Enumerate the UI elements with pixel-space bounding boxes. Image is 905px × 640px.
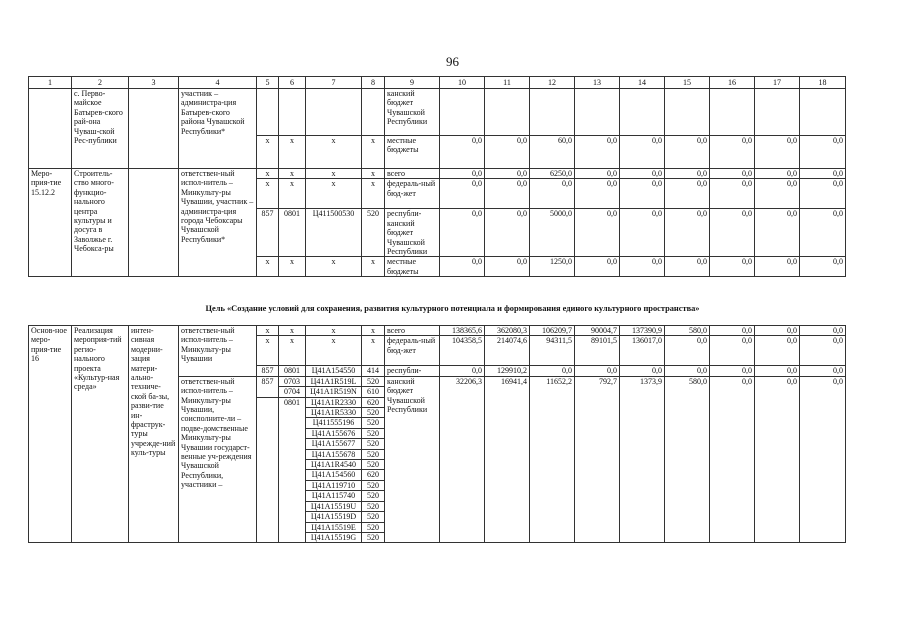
cell: x	[362, 257, 385, 277]
value-cell: 0,0	[755, 326, 800, 336]
cell: 0801	[279, 209, 306, 257]
value-cell: 0,0	[755, 336, 800, 366]
value-cell: 0,0	[755, 376, 800, 543]
value-cell: 0,0	[755, 179, 800, 209]
cell	[800, 89, 846, 136]
col-header: 14	[620, 77, 665, 89]
col-header: 16	[710, 77, 755, 89]
cell: x	[362, 179, 385, 209]
value-cell: 0,0	[755, 136, 800, 169]
code-cell: Ц41А1R2330	[306, 397, 362, 407]
cell: x	[306, 336, 362, 366]
value-cell: 1250,0	[530, 257, 575, 277]
cell	[362, 89, 385, 136]
cell	[575, 89, 620, 136]
value-cell: 0,0	[575, 179, 620, 209]
cell	[485, 89, 530, 136]
cell	[129, 169, 179, 277]
value-cell: 0,0	[800, 257, 846, 277]
value-cell: 94311,5	[530, 336, 575, 366]
value-cell: 214074,6	[485, 336, 530, 366]
code-cell: Ц41А1R519L	[306, 376, 362, 386]
funding-source: канский бюджет Чувашской Республики	[385, 89, 440, 136]
table-row	[29, 169, 846, 179]
cell: 520	[362, 209, 385, 257]
cell	[710, 89, 755, 136]
cell: 857	[257, 376, 279, 397]
cell	[755, 89, 800, 136]
col-header: 18	[800, 77, 846, 89]
cell: 520	[362, 491, 385, 501]
funding-source: всего	[385, 326, 440, 336]
funding-source: республи-канский бюджет Чувашской Республики	[385, 209, 440, 257]
cell: x	[257, 136, 279, 169]
value-cell: 136017,0	[620, 336, 665, 366]
value-cell: 0,0	[440, 179, 485, 209]
table-row	[29, 89, 846, 136]
value-cell: 5000,0	[530, 209, 575, 257]
value-cell: 0,0	[665, 136, 710, 169]
value-cell: 104358,5	[440, 336, 485, 366]
col-header: 1	[29, 77, 72, 89]
code-cell: Ц41А15519U	[306, 501, 362, 511]
value-cell: 16941,4	[485, 376, 530, 543]
cell: 520	[362, 376, 385, 386]
cell: x	[306, 136, 362, 169]
code-cell: Ц41А15519D	[306, 512, 362, 522]
col-header: 12	[530, 77, 575, 89]
cell: 520	[362, 408, 385, 418]
executor-text: ответствен-ный испол-нитель – Минкульту-ры Чувашии	[179, 326, 257, 377]
cell: 520	[362, 522, 385, 532]
cell: x	[279, 326, 306, 336]
col-header: 2	[72, 77, 129, 89]
value-cell: 0,0	[710, 366, 755, 376]
cell: 520	[362, 439, 385, 449]
value-cell: 0,0	[800, 179, 846, 209]
cell: 414	[362, 366, 385, 376]
cell	[620, 89, 665, 136]
cell: 520	[362, 532, 385, 542]
cell: x	[362, 326, 385, 336]
cell: x	[279, 336, 306, 366]
funding-source: республи-	[385, 366, 440, 376]
value-cell: 0,0	[575, 136, 620, 169]
value-cell: 580,0	[665, 376, 710, 543]
cell: x	[362, 136, 385, 169]
code-cell: Ц41А15519E	[306, 522, 362, 532]
col-header: 15	[665, 77, 710, 89]
cell: x	[257, 257, 279, 277]
funding-source: федераль-ный бюд-жет	[385, 179, 440, 209]
cell: x	[257, 336, 279, 366]
value-cell: 32206,3	[440, 376, 485, 543]
cell	[279, 89, 306, 136]
value-cell: 0,0	[575, 209, 620, 257]
cell: x	[279, 179, 306, 209]
cell	[257, 397, 279, 543]
value-cell: 0,0	[530, 179, 575, 209]
value-cell: 0,0	[800, 136, 846, 169]
funding-source: местные бюджеты	[385, 136, 440, 169]
value-cell: 0,0	[755, 169, 800, 179]
executor-text: ответствен-ный испол-нитель – Минкульту-ры Чувашии, соисполните-ли – подве-домственные Минкульту-ры Чувашии государст-венные уч-реждения Чувашской Республики, участники –	[179, 376, 257, 543]
value-cell: 106209,7	[530, 326, 575, 336]
cell: 620	[362, 470, 385, 480]
col-header: 13	[575, 77, 620, 89]
value-cell: 0,0	[710, 179, 755, 209]
cell: x	[306, 257, 362, 277]
value-cell: 11652,2	[530, 376, 575, 543]
event-id: Меро-прия-тие 15.12.2	[29, 169, 72, 277]
event-title: Строитель-ство много-функцио-нального центра культуры и досуга в Заволжье г. Чебокса-ры	[72, 169, 129, 277]
event-description: интен-сивная модерни-зация матери-ально-техниче-ской ба-зы, разви-тие ин-фраструк-туры учрежде-ний куль-туры	[129, 326, 179, 543]
value-cell: 0,0	[575, 366, 620, 376]
value-cell: 0,0	[665, 336, 710, 366]
value-cell: 0,0	[800, 376, 846, 543]
value-cell: 0,0	[620, 169, 665, 179]
value-cell: 1373,9	[620, 376, 665, 543]
value-cell: 0,0	[800, 336, 846, 366]
col-header: 8	[362, 77, 385, 89]
cell: x	[257, 169, 279, 179]
value-cell: 0,0	[620, 257, 665, 277]
value-cell: 0,0	[620, 136, 665, 169]
value-cell: 0,0	[485, 169, 530, 179]
cell: x	[257, 326, 279, 336]
value-cell: 6250,0	[530, 169, 575, 179]
value-cell: 0,0	[620, 209, 665, 257]
col-header: 3	[129, 77, 179, 89]
cell	[440, 89, 485, 136]
cell: 0703	[279, 376, 306, 386]
value-cell: 0,0	[710, 136, 755, 169]
code-cell: Ц41А1R4540	[306, 460, 362, 470]
value-cell: 0,0	[485, 209, 530, 257]
value-cell: 0,0	[440, 257, 485, 277]
cell: x	[306, 169, 362, 179]
col-header: 7	[306, 77, 362, 89]
event-title: Реализация мероприя-тий регио-нального проекта «Культур-ная среда»	[72, 326, 129, 543]
value-cell: 0,0	[710, 376, 755, 543]
code-cell: Ц41А1R5330	[306, 408, 362, 418]
cell: 0704	[279, 387, 306, 397]
cell: 0801	[279, 397, 306, 543]
budget-table-top	[28, 76, 846, 277]
value-cell: 0,0	[710, 209, 755, 257]
value-cell: 0,0	[710, 326, 755, 336]
cell	[306, 89, 362, 136]
col-header: 10	[440, 77, 485, 89]
code-cell: Ц41А155678	[306, 449, 362, 459]
value-cell: 0,0	[440, 136, 485, 169]
col-header: 17	[755, 77, 800, 89]
cell	[29, 89, 72, 169]
cell: x	[279, 169, 306, 179]
value-cell: 0,0	[800, 366, 846, 376]
value-cell: 0,0	[620, 366, 665, 376]
value-cell: 0,0	[575, 169, 620, 179]
cell: x	[362, 169, 385, 179]
value-cell: 0,0	[440, 169, 485, 179]
value-cell: 362080,3	[485, 326, 530, 336]
cell: 520	[362, 501, 385, 511]
value-cell: 0,0	[710, 336, 755, 366]
cell: x	[306, 179, 362, 209]
funding-source: федераль-ный бюд-жет	[385, 336, 440, 366]
value-cell: 0,0	[665, 209, 710, 257]
value-cell: 0,0	[440, 209, 485, 257]
column-number-row	[29, 77, 846, 89]
table-row	[29, 326, 846, 336]
col-header: 11	[485, 77, 530, 89]
participant-text: участник – администра-ция Батырев-ского района Чувашской Республики*	[179, 89, 257, 169]
cell	[665, 89, 710, 136]
value-cell: 0,0	[665, 257, 710, 277]
value-cell: 0,0	[800, 169, 846, 179]
cell: 520	[362, 449, 385, 459]
funding-source: местные бюджеты	[385, 257, 440, 277]
budget-table-bottom	[28, 325, 846, 543]
code-cell: Ц41А155676	[306, 428, 362, 438]
cell: 520	[362, 460, 385, 470]
value-cell: 0,0	[440, 366, 485, 376]
value-cell: 0,0	[665, 169, 710, 179]
col-header: 4	[179, 77, 257, 89]
value-cell: 580,0	[665, 326, 710, 336]
value-cell: 0,0	[485, 179, 530, 209]
value-cell: 137390,9	[620, 326, 665, 336]
value-cell: 0,0	[755, 257, 800, 277]
cell: 0801	[279, 366, 306, 376]
cell	[530, 89, 575, 136]
value-cell: 0,0	[485, 136, 530, 169]
code-cell: Ц41А15519G	[306, 532, 362, 542]
event-id: Основ-ное меро-прия-тие 16	[29, 326, 72, 543]
funding-source: всего	[385, 169, 440, 179]
value-cell: 0,0	[710, 257, 755, 277]
col-header: 9	[385, 77, 440, 89]
col-header: 5	[257, 77, 279, 89]
code-cell: Ц41А119710	[306, 480, 362, 490]
value-cell: 89101,5	[575, 336, 620, 366]
code-cell: Ц411555196	[306, 418, 362, 428]
col-header: 6	[279, 77, 306, 89]
value-cell: 0,0	[665, 179, 710, 209]
value-cell: 0,0	[755, 209, 800, 257]
value-cell: 0,0	[485, 257, 530, 277]
cell: 520	[362, 512, 385, 522]
cell: 857	[257, 366, 279, 376]
value-cell: 792,7	[575, 376, 620, 543]
cell	[129, 89, 179, 169]
value-cell: 0,0	[755, 366, 800, 376]
value-cell: 0,0	[575, 257, 620, 277]
page-number: 96	[446, 54, 459, 69]
cell: Ц411500530	[306, 209, 362, 257]
cell: 857	[257, 209, 279, 257]
cell: 520	[362, 418, 385, 428]
cell: x	[362, 336, 385, 366]
cell: 620	[362, 397, 385, 407]
cell: 520	[362, 428, 385, 438]
code-cell: Ц41А115740	[306, 491, 362, 501]
location-text: с. Перво-майское Батырев-ского рай-она Чуваш-ской Рес-публики	[72, 89, 129, 169]
code-cell: Ц41А1R519N	[306, 387, 362, 397]
goal-heading: Цель «Создание условий для сохранения, развития культурного потенциала и формирования единого культурного пространства»	[205, 304, 700, 313]
cell	[257, 89, 279, 136]
cell: 520	[362, 480, 385, 490]
value-cell: 0,0	[620, 179, 665, 209]
cell: x	[257, 179, 279, 209]
value-cell: 0,0	[665, 366, 710, 376]
cell: x	[279, 257, 306, 277]
executor-text: ответствен-ный испол-нитель – Минкульту-ры Чувашии, участник – администра-ция города Чебоксары Чувашской Республики*	[179, 169, 257, 277]
value-cell: 60,0	[530, 136, 575, 169]
value-cell: 0,0	[800, 209, 846, 257]
cell: Ц41А154550	[306, 366, 362, 376]
funding-source: канский бюджет Чувашской Республики	[385, 376, 440, 543]
value-cell: 0,0	[530, 366, 575, 376]
value-cell: 90004,7	[575, 326, 620, 336]
cell: x	[279, 136, 306, 169]
cell: 610	[362, 387, 385, 397]
value-cell: 138365,6	[440, 326, 485, 336]
value-cell: 129910,2	[485, 366, 530, 376]
value-cell: 0,0	[800, 326, 846, 336]
cell: x	[306, 326, 362, 336]
code-cell: Ц41А154560	[306, 470, 362, 480]
value-cell: 0,0	[710, 169, 755, 179]
code-cell: Ц41А155677	[306, 439, 362, 449]
